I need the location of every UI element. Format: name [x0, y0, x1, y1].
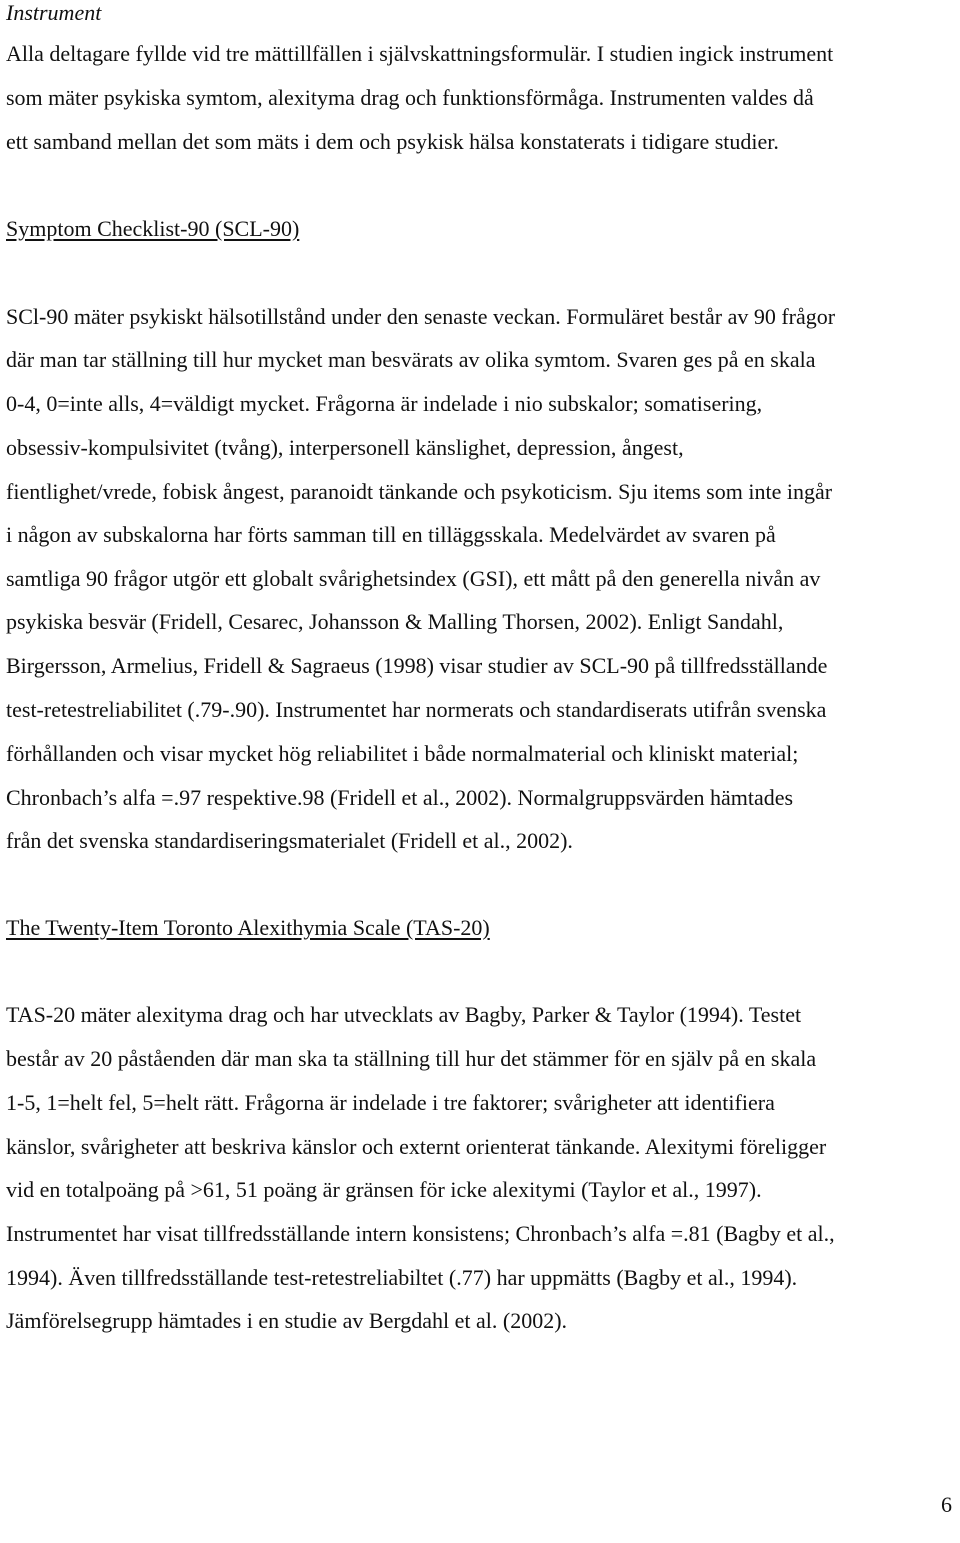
- tas-line-3: 1-5, 1=helt fel, 5=helt rätt. Frågorna är indelade i tre faktorer; svårigheter att identifiera: [6, 1090, 775, 1115]
- scl-line-12: Chronbach’s alfa =.97 respektive.98 (Fridell et al., 2002). Normalgruppsvärden hämtades: [6, 785, 794, 810]
- section-heading: Instrument: [6, 0, 102, 25]
- scl-line-6: i någon av subskalorna har förts samman till en tilläggsskala. Medelvärdet av svaren på: [6, 522, 776, 547]
- tas-line-7: 1994). Även tillfredsställande test-retestreliabiltet (.77) har uppmätts (Bagby et al., 1994).: [6, 1265, 798, 1290]
- scl-line-5: fientlighet/vrede, fobisk ångest, paranoidt tänkande och psykoticism. Sju items som inte ingår: [6, 479, 833, 504]
- tas-line-1: TAS-20 mäter alexityma drag och har utvecklats av Bagby, Parker & Taylor (1994). Testet: [6, 1002, 802, 1027]
- tas-line-2: består av 20 påståenden där man ska ta ställning till hur det stämmer för en själv på en skala: [6, 1046, 817, 1071]
- scl-line-4: obsessiv-kompulsivitet (tvång), interpersonell känslighet, depression, ångest,: [6, 435, 684, 460]
- scl-line-9: Birgersson, Armelius, Fridell & Sagraeus (1998) visar studier av SCL-90 på tillfredsställande: [6, 653, 828, 678]
- tas-line-6: Instrumentet har visat tillfredsställande intern konsistens; Chronbach’s alfa =.81 (Bagby et al.,: [6, 1221, 835, 1246]
- tas-heading: The Twenty-Item Toronto Alexithymia Scale (TAS-20): [6, 915, 490, 940]
- intro-line-1: Alla deltagare fyllde vid tre mättillfällen i självskattningsformulär. I studien ingick instrument: [6, 41, 834, 66]
- scl-line-1: SCl-90 mäter psykiskt hälsotillstånd under den senaste veckan. Formuläret består av 90 frågor: [6, 304, 836, 329]
- intro-line-3: ett samband mellan det som mäts i dem och psykisk hälsa konstaterats i tidigare studier.: [6, 129, 779, 154]
- tas-line-4: känslor, svårigheter att beskriva känslor och externt orienterat tänkande. Alexitymi föreligger: [6, 1134, 827, 1159]
- page-number: 6: [941, 1492, 952, 1517]
- scl-line-13: från det svenska standardiseringsmaterialet (Fridell et al., 2002).: [6, 828, 573, 853]
- scl-heading: Symptom Checklist-90 (SCL-90): [6, 216, 300, 241]
- intro-line-2: som mäter psykiska symtom, alexityma drag och funktionsförmåga. Instrumenten valdes då: [6, 85, 814, 110]
- tas-line-8: Jämförelsegrupp hämtades i en studie av Bergdahl et al. (2002).: [6, 1308, 568, 1333]
- tas-line-5: vid en totalpoäng på >61, 51 poäng är gränsen för icke alexitymi (Taylor et al., 1997).: [6, 1177, 762, 1202]
- scl-line-11: förhållanden och visar mycket hög reliabilitet i både normalmaterial och kliniskt material;: [6, 741, 799, 766]
- scl-line-2: där man tar ställning till hur mycket man besvärats av olika symtom. Svaren ges på en skala: [6, 347, 816, 372]
- scl-line-8: psykiska besvär (Fridell, Cesarec, Johansson & Malling Thorsen, 2002). Enligt Sandahl,: [6, 609, 784, 634]
- scl-line-3: 0-4, 0=inte alls, 4=väldigt mycket. Frågorna är indelade i nio subskalor; somatisering,: [6, 391, 763, 416]
- scl-line-10: test-retestreliabilitet (.79-.90). Instrumentet har normerats och standardiserats utifrån svenska: [6, 697, 827, 722]
- scl-line-7: samtliga 90 frågor utgör ett globalt svårighetsindex (GSI), ett mått på den generella nivån av: [6, 566, 821, 591]
